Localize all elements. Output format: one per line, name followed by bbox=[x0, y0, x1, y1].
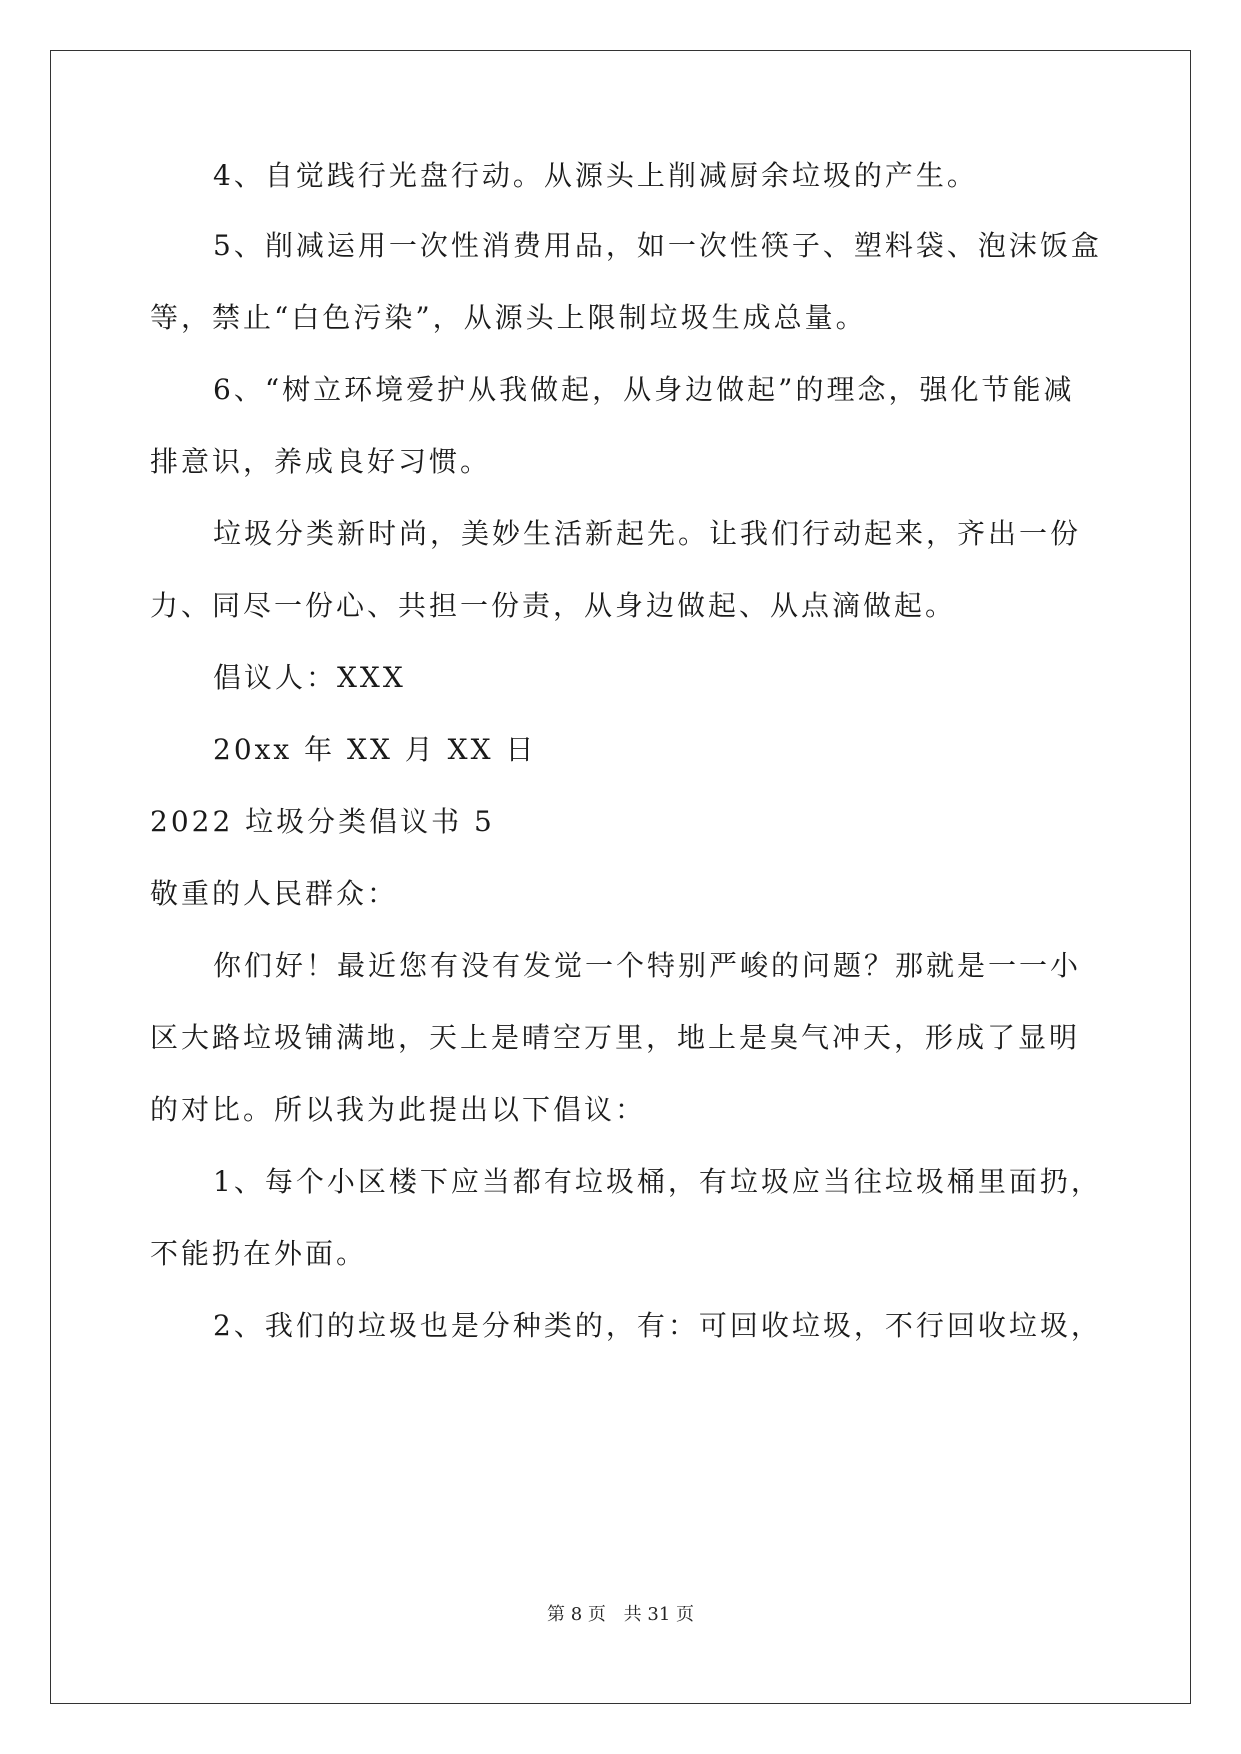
paragraph-line: 区大路垃圾铺满地，天上是晴空万里，地上是臭气冲天，形成了显明 bbox=[150, 1021, 1081, 1054]
paragraph-line: 5、削减运用一次性消费用品，如一次性筷子、塑料袋、泡沫饭盒 bbox=[213, 229, 1102, 262]
salutation-line: 敬重的人民群众： bbox=[150, 877, 399, 910]
paragraph-line: 你们好！最近您有没有发觉一个特别严峻的问题？那就是一一小 bbox=[213, 949, 1082, 982]
paragraph-line: 不能扔在外面。 bbox=[150, 1237, 368, 1270]
paragraph-line: 6、“树立环境爱护从我做起，从身边做起”的理念，强化节能减 bbox=[213, 373, 1075, 406]
page-number-current: 第 8 页 bbox=[547, 1604, 606, 1625]
page-number-total: 共 31 页 bbox=[623, 1604, 694, 1625]
section-heading: 2022 垃圾分类倡议书 5 bbox=[150, 805, 495, 838]
paragraph-line: 4、自觉践行光盘行动。从源头上削减厨余垃圾的产生。 bbox=[213, 159, 978, 192]
paragraph-line: 等，禁止“白色污染”，从源头上限制垃圾生成总量。 bbox=[150, 301, 867, 334]
paragraph-line: 1、每个小区楼下应当都有垃圾桶，有垃圾应当往垃圾桶里面扔， bbox=[213, 1165, 1102, 1198]
paragraph-line: 垃圾分类新时尚，美妙生活新起先。让我们行动起来，齐出一份 bbox=[213, 517, 1082, 550]
date-line: 20xx 年 XX 月 XX 日 bbox=[213, 733, 537, 766]
signatory-line: 倡议人：XXX bbox=[213, 661, 406, 694]
paragraph-line: 的对比。所以我为此提出以下倡议： bbox=[150, 1093, 647, 1126]
paragraph-line: 力、同尽一份心、共担一份责，从身边做起、从点滴做起。 bbox=[150, 589, 957, 622]
paragraph-line: 排意识，养成良好习惯。 bbox=[150, 445, 492, 478]
page-footer bbox=[0, 1603, 1241, 1627]
paragraph-line: 2、我们的垃圾也是分种类的，有：可回收垃圾，不行回收垃圾， bbox=[213, 1309, 1102, 1342]
